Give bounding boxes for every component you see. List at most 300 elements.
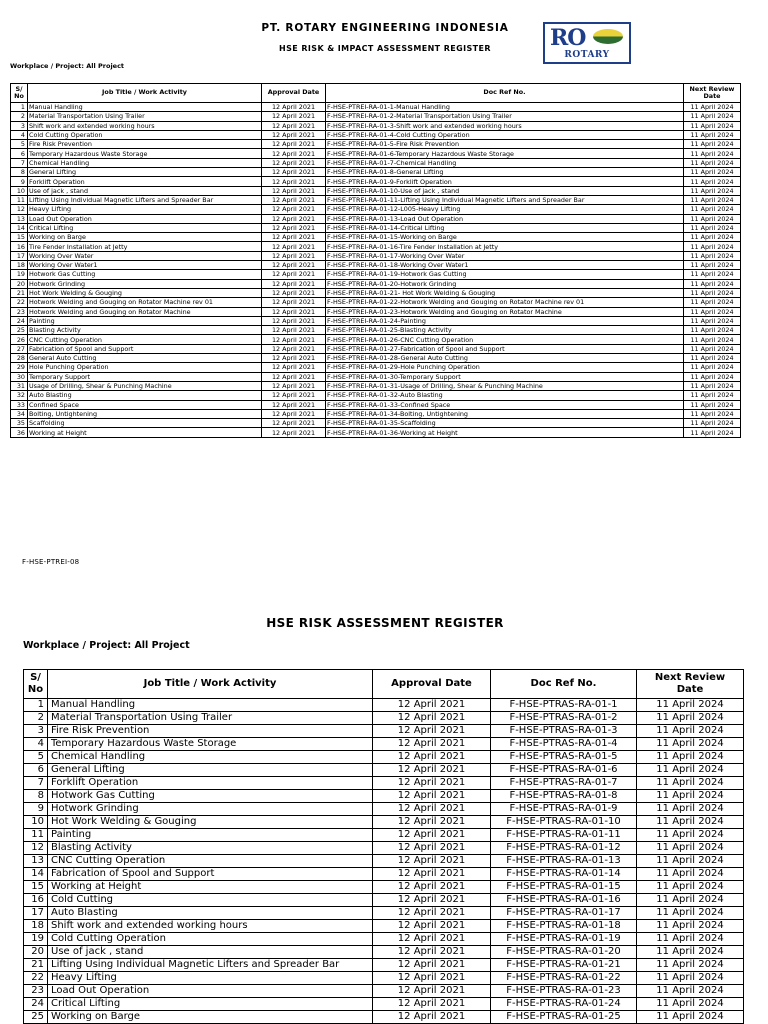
cell-doc-ref: F-HSE-PTRAS-RA-01-19 [491, 933, 637, 946]
cell-next-review: 11 April 2024 [684, 381, 741, 390]
cell-no: 10 [11, 186, 28, 195]
cell-activity: Bolting, Untightening [28, 409, 262, 418]
cell-next-review: 11 April 2024 [637, 816, 744, 829]
cell-doc-ref: F-HSE-PTRAS-RA-01-21 [491, 959, 637, 972]
cell-next-review: 11 April 2024 [684, 288, 741, 297]
cell-next-review: 11 April 2024 [637, 855, 744, 868]
cell-next-review: 11 April 2024 [684, 121, 741, 130]
cell-no: 31 [11, 381, 28, 390]
cell-next-review: 11 April 2024 [684, 391, 741, 400]
cell-no: 17 [11, 251, 28, 260]
table-row [11, 140, 741, 149]
cell-doc-ref: F-HSE-PTREI-RA-01-4-Cold Cutting Operation [326, 130, 684, 139]
cell-activity: Working at Height [48, 881, 373, 894]
cell-next-review: 11 April 2024 [637, 933, 744, 946]
cell-doc-ref: F-HSE-PTREI-RA-01-21- Hot Work Welding & Gouging [326, 288, 684, 297]
cell-approval-date: 12 April 2021 [373, 868, 491, 881]
logo-letters: RO [550, 25, 586, 51]
cell-activity: Forklift Operation [48, 777, 373, 790]
cell-doc-ref: F-HSE-PTRAS-RA-01-3 [491, 725, 637, 738]
cell-approval-date: 12 April 2021 [373, 972, 491, 985]
cell-activity: Fire Risk Prevention [28, 140, 262, 149]
cell-doc-ref: F-HSE-PTREI-RA-01-12-L005-Heavy Lifting [326, 205, 684, 214]
cell-approval-date: 12 April 2021 [262, 363, 326, 372]
cell-activity: Painting [28, 316, 262, 325]
logo-word: ROTARY [564, 50, 610, 60]
cell-approval-date: 12 April 2021 [262, 121, 326, 130]
cell-doc-ref: F-HSE-PTREI-RA-01-6-Temporary Hazardous Waste Storage [326, 149, 684, 158]
table-row [11, 307, 741, 316]
cell-next-review: 11 April 2024 [684, 335, 741, 344]
table-row [24, 972, 744, 985]
table-row [11, 381, 741, 390]
cell-activity: Chemical Handling [28, 158, 262, 167]
cell-no: 26 [11, 335, 28, 344]
cell-approval-date: 12 April 2021 [262, 428, 326, 437]
table-row [11, 400, 741, 409]
cell-approval-date: 12 April 2021 [373, 751, 491, 764]
cell-no: 2 [24, 712, 48, 725]
cell-approval-date: 12 April 2021 [373, 725, 491, 738]
cell-doc-ref: F-HSE-PTRAS-RA-01-23 [491, 985, 637, 998]
cell-doc-ref: F-HSE-PTREI-RA-01-19-Hotwork Gas Cutting [326, 270, 684, 279]
cell-no: 1 [24, 699, 48, 712]
table-row [11, 214, 741, 223]
cell-approval-date: 12 April 2021 [262, 279, 326, 288]
cell-doc-ref: F-HSE-PTRAS-RA-01-5 [491, 751, 637, 764]
cell-activity: Hotwork Grinding [48, 803, 373, 816]
cell-no: 29 [11, 363, 28, 372]
table-row [11, 316, 741, 325]
cell-approval-date: 12 April 2021 [262, 381, 326, 390]
cell-next-review: 11 April 2024 [684, 223, 741, 232]
cell-approval-date: 12 April 2021 [373, 777, 491, 790]
table-row [11, 149, 741, 158]
table-row [11, 195, 741, 204]
cell-approval-date: 12 April 2021 [262, 288, 326, 297]
cell-doc-ref: F-HSE-PTREI-RA-01-33-Confined Space [326, 400, 684, 409]
table-row [11, 335, 741, 344]
cell-next-review: 11 April 2024 [684, 307, 741, 316]
table-row [24, 751, 744, 764]
cell-no: 11 [24, 829, 48, 842]
cell-doc-ref: F-HSE-PTREI-RA-01-13-Load Out Operation [326, 214, 684, 223]
cell-no: 19 [11, 270, 28, 279]
col-header-no: S/ No [24, 670, 48, 699]
cell-no: 6 [11, 149, 28, 158]
table-row [11, 261, 741, 270]
table-row [11, 158, 741, 167]
cell-activity: Shift work and extended working hours [28, 121, 262, 130]
cell-approval-date: 12 April 2021 [262, 233, 326, 242]
table-row [11, 326, 741, 335]
table-row [24, 829, 744, 842]
cell-no: 15 [24, 881, 48, 894]
table-row [24, 738, 744, 751]
cell-next-review: 11 April 2024 [684, 158, 741, 167]
cell-activity: Critical Lifting [48, 998, 373, 1011]
col-header-approval-date: Approval Date [373, 670, 491, 699]
cell-doc-ref: F-HSE-PTRAS-RA-01-18 [491, 920, 637, 933]
cell-next-review: 11 April 2024 [637, 881, 744, 894]
cell-activity: Hotwork Grinding [28, 279, 262, 288]
cell-activity: Manual Handling [48, 699, 373, 712]
cell-doc-ref: F-HSE-PTREI-RA-01-15-Working on Barge [326, 233, 684, 242]
table-row [24, 777, 744, 790]
cell-approval-date: 12 April 2021 [262, 223, 326, 232]
cell-doc-ref: F-HSE-PTREI-RA-01-1-Manual Handling [326, 103, 684, 112]
cell-next-review: 11 April 2024 [637, 777, 744, 790]
cell-no: 20 [24, 946, 48, 959]
register-title-2: HSE RISK ASSESSMENT REGISTER [266, 616, 504, 630]
cell-no: 3 [11, 121, 28, 130]
table-row [11, 251, 741, 260]
cell-approval-date: 12 April 2021 [262, 186, 326, 195]
table-row [11, 168, 741, 177]
cell-activity: Working at Height [28, 428, 262, 437]
cell-approval-date: 12 April 2021 [373, 920, 491, 933]
table-row [24, 855, 744, 868]
cell-doc-ref: F-HSE-PTREI-RA-01-30-Temporary Support [326, 372, 684, 381]
cell-next-review: 11 April 2024 [637, 803, 744, 816]
cell-next-review: 11 April 2024 [684, 112, 741, 121]
cell-next-review: 11 April 2024 [637, 738, 744, 751]
cell-approval-date: 12 April 2021 [373, 881, 491, 894]
cell-doc-ref: F-HSE-PTREI-RA-01-5-Fire Risk Prevention [326, 140, 684, 149]
cell-doc-ref: F-HSE-PTREI-RA-01-14-Critical Lifting [326, 223, 684, 232]
cell-activity: Working Over Water1 [28, 261, 262, 270]
cell-doc-ref: F-HSE-PTREI-RA-01-23-Hotwork Welding and Gouging on Rotator Machine [326, 307, 684, 316]
register-title: HSE RISK & IMPACT ASSESSMENT REGISTER [279, 44, 491, 53]
cell-approval-date: 12 April 2021 [262, 242, 326, 251]
cell-approval-date: 12 April 2021 [262, 270, 326, 279]
cell-doc-ref: F-HSE-PTREI-RA-01-3-Shift work and extended working hours [326, 121, 684, 130]
table-row [11, 177, 741, 186]
cell-activity: General Auto Cutting [28, 354, 262, 363]
cell-next-review: 11 April 2024 [637, 946, 744, 959]
table-row [24, 699, 744, 712]
cell-activity: Lifting Using Individual Magnetic Lifters and Spreader Bar [28, 195, 262, 204]
cell-doc-ref: F-HSE-PTRAS-RA-01-6 [491, 764, 637, 777]
cell-no: 17 [24, 907, 48, 920]
cell-next-review: 11 April 2024 [684, 205, 741, 214]
col-header-approval-date: Approval Date [262, 84, 326, 103]
cell-doc-ref: F-HSE-PTREI-RA-01-32-Auto Blasting [326, 391, 684, 400]
table-row [11, 270, 741, 279]
col-header-activity: Job Title / Work Activity [28, 84, 262, 103]
cell-no: 22 [24, 972, 48, 985]
cell-approval-date: 12 April 2021 [262, 400, 326, 409]
cell-next-review: 11 April 2024 [684, 279, 741, 288]
cell-activity: Cold Cutting Operation [48, 933, 373, 946]
table-row [24, 868, 744, 881]
cell-no: 8 [24, 790, 48, 803]
cell-activity: Blasting Activity [28, 326, 262, 335]
cell-activity: Heavy Lifting [28, 205, 262, 214]
cell-next-review: 11 April 2024 [684, 177, 741, 186]
table-row [24, 881, 744, 894]
table-header-row [11, 84, 741, 103]
table-row [11, 419, 741, 428]
table-row [11, 233, 741, 242]
cell-approval-date: 12 April 2021 [373, 803, 491, 816]
cell-next-review: 11 April 2024 [684, 428, 741, 437]
cell-no: 18 [11, 261, 28, 270]
table-row [24, 985, 744, 998]
cell-activity: Hot Work Welding & Gouging [28, 288, 262, 297]
cell-next-review: 11 April 2024 [684, 130, 741, 139]
cell-activity: Heavy Lifting [48, 972, 373, 985]
cell-no: 18 [24, 920, 48, 933]
cell-next-review: 11 April 2024 [637, 972, 744, 985]
table-row [24, 959, 744, 972]
cell-doc-ref: F-HSE-PTREI-RA-01-26-CNC Cutting Operation [326, 335, 684, 344]
cell-no: 14 [24, 868, 48, 881]
table-row [24, 998, 744, 1011]
cell-no: 2 [11, 112, 28, 121]
cell-no: 14 [11, 223, 28, 232]
cell-doc-ref: F-HSE-PTREI-RA-01-10-Use of jack , stand [326, 186, 684, 195]
cell-no: 5 [11, 140, 28, 149]
cell-activity: Forklift Operation [28, 177, 262, 186]
cell-approval-date: 12 April 2021 [262, 205, 326, 214]
cell-no: 25 [24, 1011, 48, 1024]
table-row [11, 205, 741, 214]
cell-doc-ref: F-HSE-PTRAS-RA-01-9 [491, 803, 637, 816]
table-row [11, 391, 741, 400]
cell-approval-date: 12 April 2021 [373, 738, 491, 751]
cell-activity: Scaffolding [28, 419, 262, 428]
cell-approval-date: 12 April 2021 [262, 354, 326, 363]
col-header-next-review: Next Review Date [684, 84, 741, 103]
table-row [11, 428, 741, 437]
cell-doc-ref: F-HSE-PTREI-RA-01-17-Working Over Water [326, 251, 684, 260]
cell-activity: Hole Punching Operation [28, 363, 262, 372]
cell-no: 4 [11, 130, 28, 139]
cell-approval-date: 12 April 2021 [262, 344, 326, 353]
workplace-label-2: Workplace / Project: All Project [23, 640, 190, 651]
cell-activity: Use of jack , stand [28, 186, 262, 195]
cell-activity: Fabrication of Spool and Support [28, 344, 262, 353]
cell-doc-ref: F-HSE-PTREI-RA-01-22-Hotwork Welding and Gouging on Rotator Machine rev 01 [326, 298, 684, 307]
cell-doc-ref: F-HSE-PTREI-RA-01-28-General Auto Cutting [326, 354, 684, 363]
table-row [11, 223, 741, 232]
cell-approval-date: 12 April 2021 [373, 699, 491, 712]
cell-activity: CNC Cutting Operation [48, 855, 373, 868]
cell-doc-ref: F-HSE-PTRAS-RA-01-12 [491, 842, 637, 855]
cell-next-review: 11 April 2024 [637, 751, 744, 764]
table-header-row [24, 670, 744, 699]
cell-no: 11 [11, 195, 28, 204]
cell-next-review: 11 April 2024 [684, 316, 741, 325]
cell-next-review: 11 April 2024 [684, 344, 741, 353]
cell-doc-ref: F-HSE-PTREI-RA-01-29-Hole Punching Operation [326, 363, 684, 372]
cell-approval-date: 12 April 2021 [262, 214, 326, 223]
cell-approval-date: 12 April 2021 [262, 298, 326, 307]
cell-no: 1 [11, 103, 28, 112]
cell-activity: Hotwork Welding and Gouging on Rotator Machine rev 01 [28, 298, 262, 307]
cell-activity: Tire Fender Installation at Jetty [28, 242, 262, 251]
table-row [11, 409, 741, 418]
risk-assessment-register-table [23, 669, 744, 1024]
cell-activity: Load Out Operation [28, 214, 262, 223]
cell-activity: Critical Lifting [28, 223, 262, 232]
cell-doc-ref: F-HSE-PTRAS-RA-01-13 [491, 855, 637, 868]
cell-approval-date: 12 April 2021 [373, 790, 491, 803]
cell-no: 24 [24, 998, 48, 1011]
cell-doc-ref: F-HSE-PTRAS-RA-01-17 [491, 907, 637, 920]
cell-doc-ref: F-HSE-PTRAS-RA-01-24 [491, 998, 637, 1011]
cell-no: 19 [24, 933, 48, 946]
cell-next-review: 11 April 2024 [684, 149, 741, 158]
cell-activity: Working on Barge [28, 233, 262, 242]
cell-no: 4 [24, 738, 48, 751]
table-row [24, 894, 744, 907]
cell-next-review: 11 April 2024 [684, 261, 741, 270]
cell-no: 36 [11, 428, 28, 437]
cell-doc-ref: F-HSE-PTRAS-RA-01-16 [491, 894, 637, 907]
cell-doc-ref: F-HSE-PTREI-RA-01-2-Material Transportation Using Trailer [326, 112, 684, 121]
cell-no: 5 [24, 751, 48, 764]
cell-activity: Hotwork Gas Cutting [28, 270, 262, 279]
table-row [24, 725, 744, 738]
cell-activity: Manual Handling [28, 103, 262, 112]
cell-doc-ref: F-HSE-PTREI-RA-01-20-Hotwork Grinding [326, 279, 684, 288]
cell-doc-ref: F-HSE-PTRAS-RA-01-7 [491, 777, 637, 790]
table-row [24, 816, 744, 829]
cell-doc-ref: F-HSE-PTRAS-RA-01-2 [491, 712, 637, 725]
cell-no: 9 [11, 177, 28, 186]
cell-doc-ref: F-HSE-PTREI-RA-01-36-Working at Height [326, 428, 684, 437]
table-row [11, 186, 741, 195]
cell-next-review: 11 April 2024 [637, 985, 744, 998]
cell-no: 28 [11, 354, 28, 363]
cell-no: 8 [11, 168, 28, 177]
cell-no: 32 [11, 391, 28, 400]
cell-activity: Chemical Handling [48, 751, 373, 764]
cell-doc-ref: F-HSE-PTRAS-RA-01-10 [491, 816, 637, 829]
cell-doc-ref: F-HSE-PTREI-RA-01-16-Tire Fender Installation at Jetty [326, 242, 684, 251]
cell-doc-ref: F-HSE-PTRAS-RA-01-15 [491, 881, 637, 894]
cell-doc-ref: F-HSE-PTREI-RA-01-35-Scaffolding [326, 419, 684, 428]
cell-approval-date: 12 April 2021 [373, 816, 491, 829]
cell-next-review: 11 April 2024 [637, 1011, 744, 1024]
col-header-doc-ref: Doc Ref No. [326, 84, 684, 103]
cell-next-review: 11 April 2024 [684, 242, 741, 251]
cell-next-review: 11 April 2024 [637, 998, 744, 1011]
cell-doc-ref: F-HSE-PTREI-RA-01-7-Chemical Handling [326, 158, 684, 167]
col-header-activity: Job Title / Work Activity [48, 670, 373, 699]
cell-activity: Working on Barge [48, 1011, 373, 1024]
cell-activity: General Lifting [48, 764, 373, 777]
cell-no: 35 [11, 419, 28, 428]
table-row [24, 920, 744, 933]
cell-approval-date: 12 April 2021 [262, 335, 326, 344]
cell-activity: Temporary Hazardous Waste Storage [48, 738, 373, 751]
table-row [11, 103, 741, 112]
cell-no: 21 [11, 288, 28, 297]
cell-approval-date: 12 April 2021 [373, 907, 491, 920]
cell-activity: Use of jack , stand [48, 946, 373, 959]
cell-next-review: 11 April 2024 [684, 400, 741, 409]
cell-next-review: 11 April 2024 [684, 140, 741, 149]
cell-activity: Lifting Using Individual Magnetic Lifters and Spreader Bar [48, 959, 373, 972]
table-body [11, 103, 741, 438]
cell-approval-date: 12 April 2021 [373, 764, 491, 777]
cell-next-review: 11 April 2024 [637, 829, 744, 842]
cell-approval-date: 12 April 2021 [373, 894, 491, 907]
cell-activity: Cold Cutting Operation [28, 130, 262, 139]
table-row [24, 790, 744, 803]
cell-no: 13 [11, 214, 28, 223]
cell-doc-ref: F-HSE-PTREI-RA-01-11-Lifting Using Individual Magnetic Lifters and Spreader Bar [326, 195, 684, 204]
cell-approval-date: 12 April 2021 [373, 1011, 491, 1024]
table-row [24, 803, 744, 816]
cell-no: 15 [11, 233, 28, 242]
cell-next-review: 11 April 2024 [684, 195, 741, 204]
cell-doc-ref: F-HSE-PTRAS-RA-01-22 [491, 972, 637, 985]
cell-approval-date: 12 April 2021 [262, 158, 326, 167]
table-row [11, 121, 741, 130]
cell-no: 16 [11, 242, 28, 251]
cell-next-review: 11 April 2024 [684, 419, 741, 428]
cell-activity: Material Transportation Using Trailer [48, 712, 373, 725]
table-row [11, 242, 741, 251]
cell-next-review: 11 April 2024 [637, 907, 744, 920]
cell-activity: Hot Work Welding & Gouging [48, 816, 373, 829]
cell-no: 27 [11, 344, 28, 353]
cell-activity: Auto Blasting [28, 391, 262, 400]
cell-approval-date: 12 April 2021 [262, 130, 326, 139]
cell-next-review: 11 April 2024 [684, 270, 741, 279]
cell-next-review: 11 April 2024 [637, 842, 744, 855]
table-row [24, 946, 744, 959]
cell-no: 23 [11, 307, 28, 316]
cell-next-review: 11 April 2024 [684, 214, 741, 223]
cell-next-review: 11 April 2024 [684, 326, 741, 335]
cell-approval-date: 12 April 2021 [262, 251, 326, 260]
table-row [24, 712, 744, 725]
cell-no: 24 [11, 316, 28, 325]
logo-sun-icon [593, 29, 623, 44]
cell-next-review: 11 April 2024 [637, 699, 744, 712]
cell-activity: Usage of Drilling, Shear & Punching Machine [28, 381, 262, 390]
cell-activity: Load Out Operation [48, 985, 373, 998]
cell-activity: CNC Cutting Operation [28, 335, 262, 344]
cell-no: 16 [24, 894, 48, 907]
cell-doc-ref: F-HSE-PTRAS-RA-01-1 [491, 699, 637, 712]
cell-next-review: 11 April 2024 [684, 372, 741, 381]
cell-next-review: 11 April 2024 [637, 868, 744, 881]
cell-approval-date: 12 April 2021 [262, 316, 326, 325]
cell-activity: Painting [48, 829, 373, 842]
cell-no: 20 [11, 279, 28, 288]
table-row [11, 279, 741, 288]
rotary-logo [543, 22, 631, 64]
cell-next-review: 11 April 2024 [684, 298, 741, 307]
cell-next-review: 11 April 2024 [684, 103, 741, 112]
cell-doc-ref: F-HSE-PTREI-RA-01-9-Forklift Operation [326, 177, 684, 186]
cell-next-review: 11 April 2024 [684, 233, 741, 242]
cell-approval-date: 12 April 2021 [373, 959, 491, 972]
cell-activity: General Lifting [28, 168, 262, 177]
cell-activity: Temporary Support [28, 372, 262, 381]
cell-approval-date: 12 April 2021 [262, 372, 326, 381]
cell-activity: Fabrication of Spool and Support [48, 868, 373, 881]
cell-next-review: 11 April 2024 [637, 764, 744, 777]
col-header-no: S/ No [11, 84, 28, 103]
cell-no: 21 [24, 959, 48, 972]
